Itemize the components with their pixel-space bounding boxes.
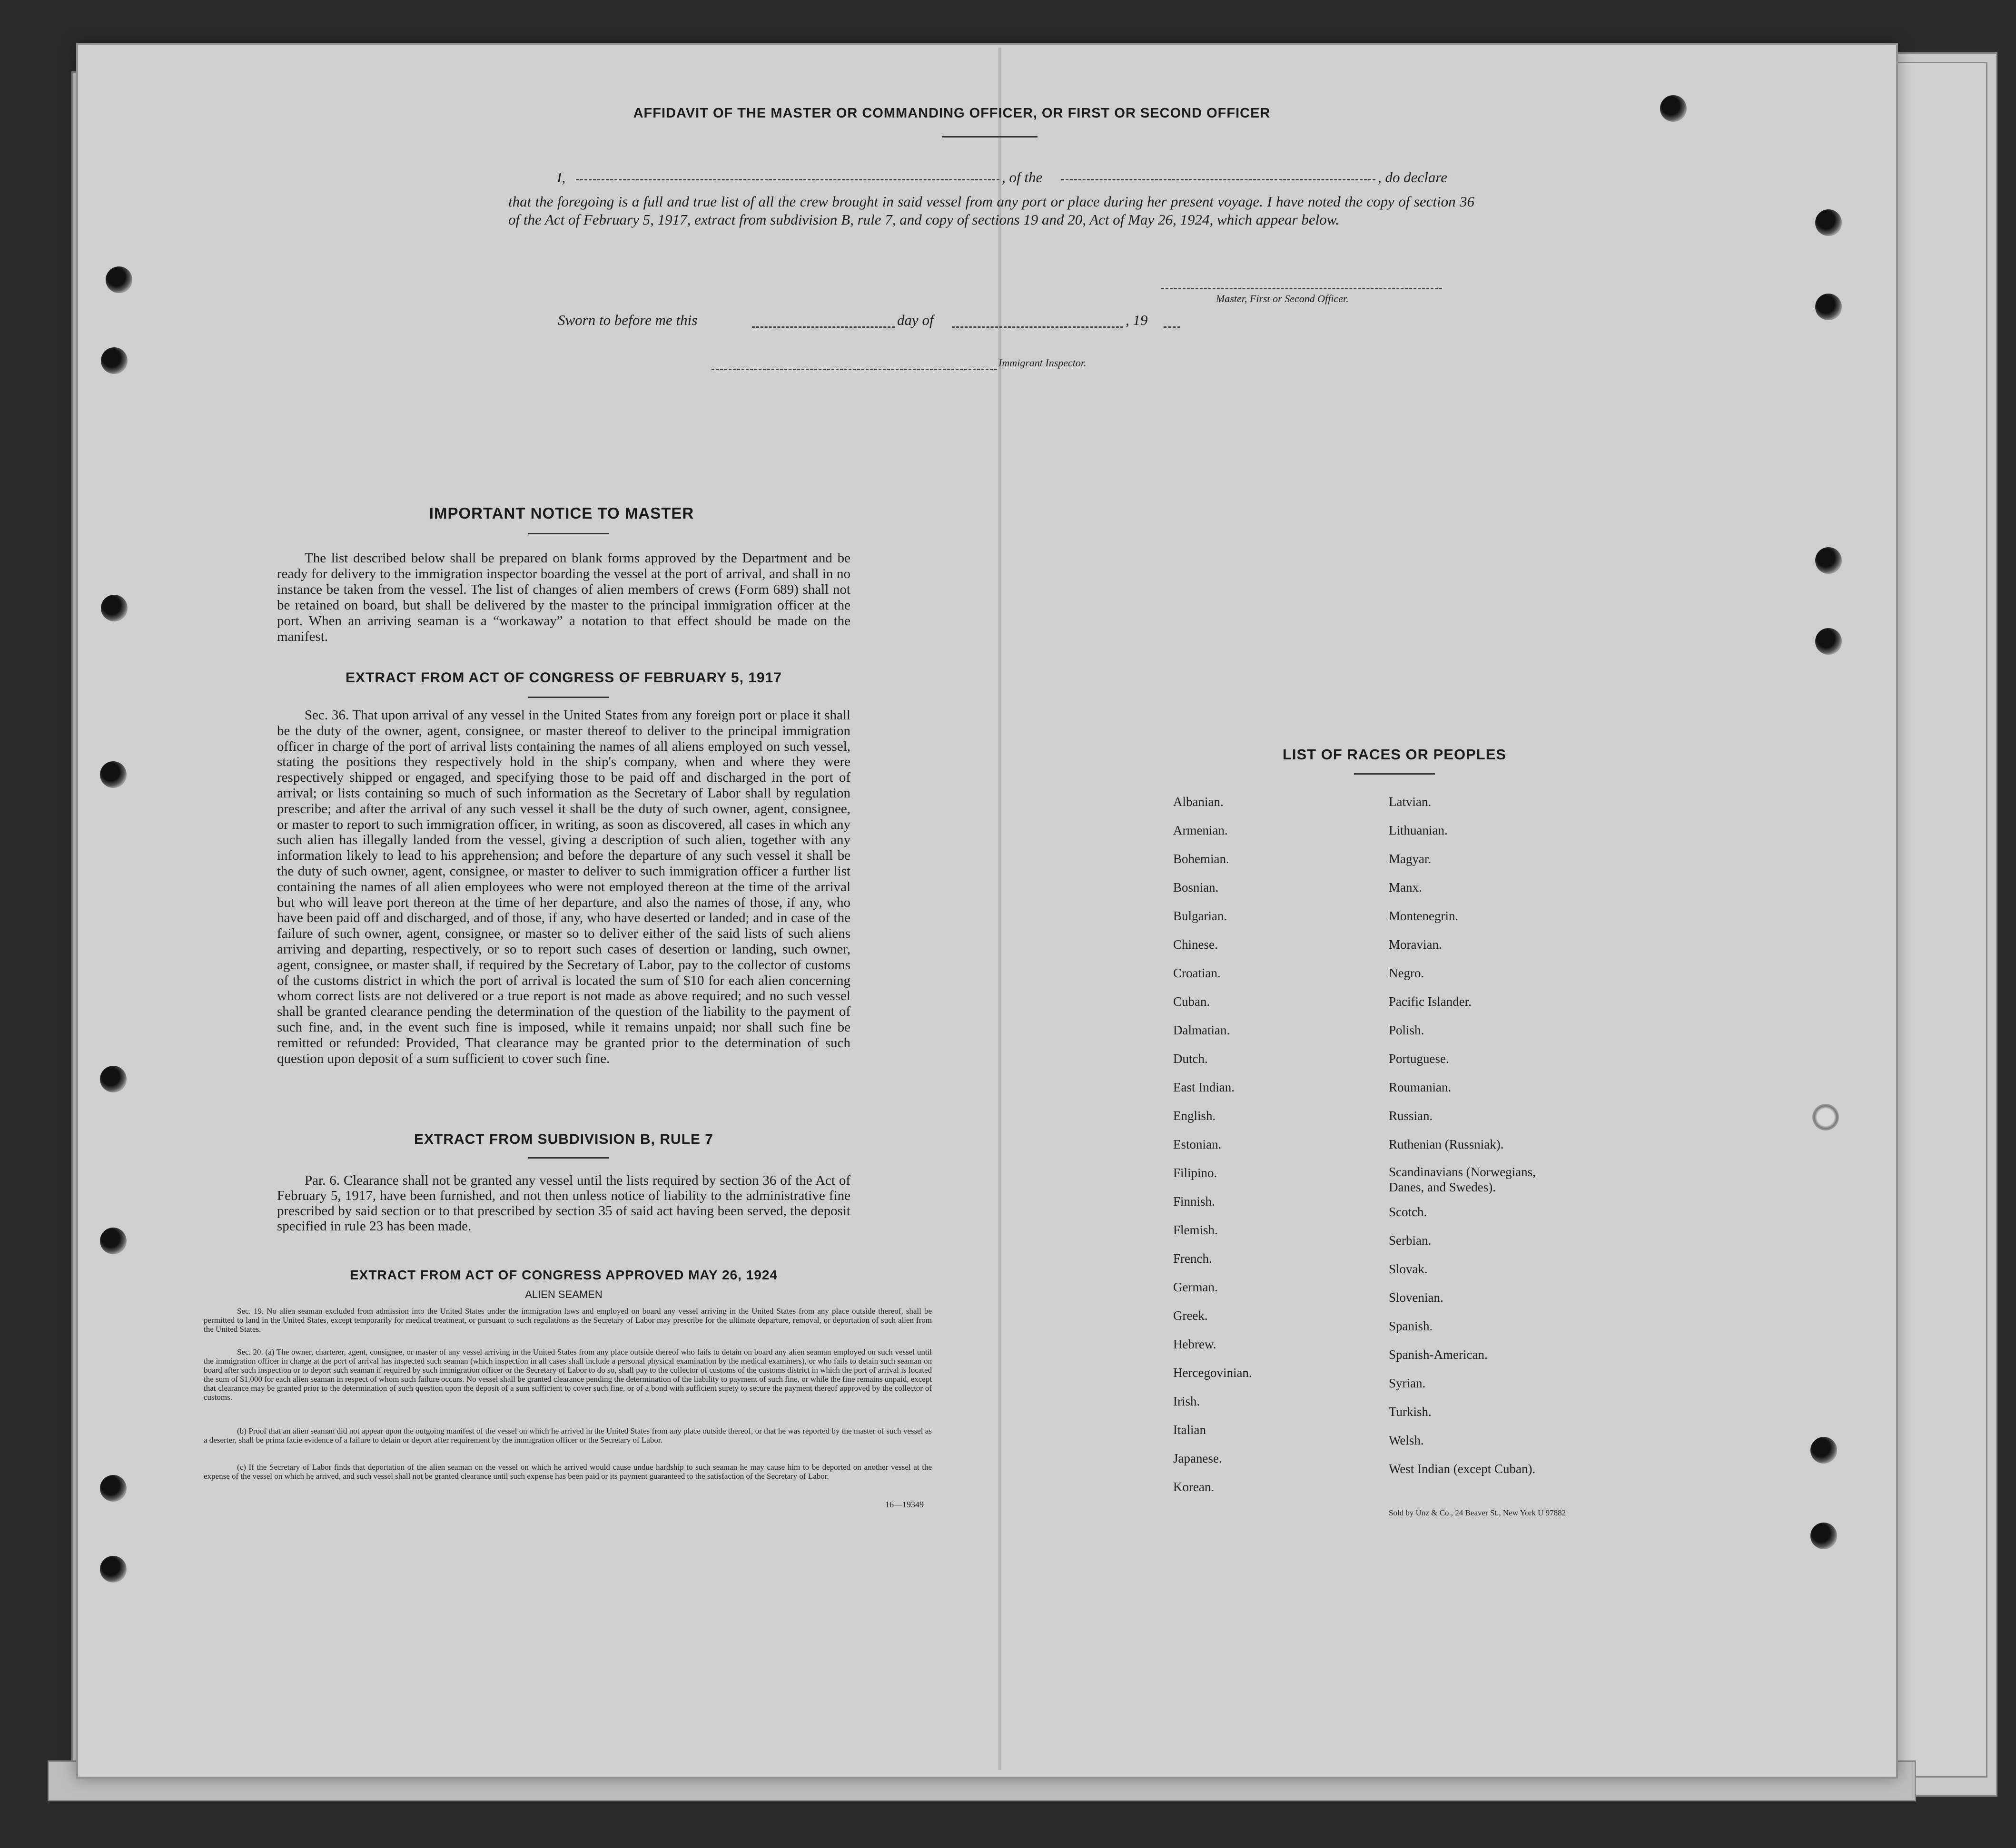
race-item: Roumanian. xyxy=(1389,1080,1452,1094)
punch-hole xyxy=(1815,294,1842,320)
race-item: Montenegrin. xyxy=(1389,909,1459,923)
race-item: Manx. xyxy=(1389,880,1422,895)
race-item: English. xyxy=(1173,1109,1216,1123)
punch-hole xyxy=(100,761,127,788)
race-item: Italian xyxy=(1173,1423,1206,1437)
race-item: Hebrew. xyxy=(1173,1337,1216,1351)
race-item: Spanish-American. xyxy=(1389,1347,1488,1362)
races-left-column xyxy=(1173,787,1252,1501)
punch-hole xyxy=(100,1475,127,1502)
race-item: Lithuanian. xyxy=(1389,823,1448,837)
act1924-sec20c: (c) If the Secretary of Labor finds that deportation of the alien seaman on the vessel on which he arrived would cause undue hardship to such seaman he may cause him to be deported on another vessel at the expense of the vessel on which he arrived, and such vessel shall not be granted clearance until such expense has been paid or its payment guaranteed to the satisfaction of the Secretary of Labor. xyxy=(204,1463,932,1481)
affidavit-title: AFFIDAVIT OF THE MASTER OR COMMANDING OFFICER, OR FIRST OR SECOND OFFICER xyxy=(633,106,1271,121)
race-item: French. xyxy=(1173,1251,1212,1266)
punch-hole xyxy=(1660,95,1687,122)
race-item: German. xyxy=(1173,1280,1218,1294)
race-item: Scotch. xyxy=(1389,1205,1427,1219)
act1924-sec20b: (b) Proof that an alien seaman did not appear upon the outgoing manifest of the vessel on which he arrived in the United States from any place outside thereof, or that he was reported by the master of such vessel as a deserter, shall be prima facie evidence of a failure to detain or deport after requirement by the immigration officer or the Secretary of Labor. xyxy=(204,1426,932,1445)
race-item: Latvian. xyxy=(1389,795,1432,809)
inspector-label: Immigrant Inspector. xyxy=(998,357,1087,369)
race-item: Croatian. xyxy=(1173,966,1221,980)
race-item: Greek. xyxy=(1173,1308,1208,1323)
punch-hole xyxy=(1810,1437,1837,1464)
name-blank[interactable] xyxy=(576,179,999,180)
rule7-title: EXTRACT FROM SUBDIVISION B, RULE 7 xyxy=(414,1131,714,1147)
vessel-blank[interactable] xyxy=(1061,179,1375,180)
race-item: Russian. xyxy=(1389,1109,1433,1123)
master-label: Master, First or Second Officer. xyxy=(1216,293,1349,305)
race-item: Dalmatian. xyxy=(1173,1023,1230,1037)
rule7-text: Par. 6. Clearance shall not be granted any vessel until the lists required by section 36 of the Act of February 5, 1917, have been furnished, and not then unless notice of liability to the administrative fine prescribed by said section or to that prescribed by section 35 of said act having been served, the deposit specified in rule 23 has been made. xyxy=(277,1173,850,1234)
act1924-subtitle: ALIEN SEAMEN xyxy=(525,1288,603,1300)
punch-hole xyxy=(1815,209,1842,236)
master-signature-line[interactable] xyxy=(1161,288,1442,289)
race-item: Syrian. xyxy=(1389,1376,1426,1390)
notice-title: IMPORTANT NOTICE TO MASTER xyxy=(429,504,694,522)
of-the-label: , of the xyxy=(1002,169,1043,186)
races-right-column xyxy=(1389,787,1536,1483)
punch-hole xyxy=(1810,1523,1837,1549)
race-item: Estonian. xyxy=(1173,1137,1222,1151)
inspector-signature-line[interactable] xyxy=(712,369,997,370)
day-of-label: day of xyxy=(897,312,934,328)
race-item: Albanian. xyxy=(1173,795,1224,809)
race-item: Korean. xyxy=(1173,1480,1215,1494)
race-item: Japanese. xyxy=(1173,1451,1222,1465)
race-item: Spanish. xyxy=(1389,1319,1433,1333)
race-item: Negro. xyxy=(1389,966,1424,980)
act1917-text: Sec. 36. That upon arrival of any vessel in the United States from any foreign port or place it shall be the duty of the owner, agent, consignee, or master thereof to deliver to the principal immigration officer in charge of the port of arrival lists containing the names of all aliens employed on such vessel, stating the positions they respectively hold in the ship's company, when and where they were respectively shipped or engaged, and specifying those to be paid off and discharged in the port of arrival; or lists containing so much of such information as the Secretary of Labor shall by regulation prescribe; and after the arrival of any such vessel it shall be the duty of such owner, agent, consignee, or master to report to such immigration officer, in writing, as soon as discovered, all cases in which any such alien has illegally landed from the vessel, giving a description of such alien, together with any information likely to lead to his apprehension; and before the departure of any such vessel it shall be the duty of such owner, agent, consignee, or master to deliver to such immigration officer a further list containing the names of all alien employees who were not employed thereon at the time of the arrival but who will leave port thereon at the time of her departure, and also the names of those, if any, who have been paid off and discharged, and of those, if any, who have deserted or landed; and in case of the failure of such owner, agent, consignee, or master so to deliver either of the said lists of such aliens arriving and departing, respectively, or so to report such cases of desertion or landing, such owner, agent, consignee, or master shall, if required by the Secretary of Labor, pay to the collector of customs of the customs district in which the port of arrival is located the sum of $10 for each alien concerning whom correct lists are not delivered or a true report is not made as above required; and no such vessel shall be granted clearance pending the determination of the question of the liability to the payment of such fine, and, in the event such fine is imposed, while it remains unpaid; nor shall such fine be remitted or refunded: Provided, That clearance may be granted prior to the determination of such question upon deposit of a sum sufficient to cover such fine. xyxy=(277,708,850,1066)
race-item: East Indian. xyxy=(1173,1080,1235,1094)
rule7-rule xyxy=(528,1157,609,1159)
act1924-title: EXTRACT FROM ACT OF CONGRESS APPROVED MAY 26, 1924 xyxy=(350,1268,778,1282)
race-item: Turkish. xyxy=(1389,1405,1432,1419)
punch-hole xyxy=(100,1556,127,1583)
race-item: Chinese. xyxy=(1173,937,1218,952)
race-item: Polish. xyxy=(1389,1023,1424,1037)
punch-hole xyxy=(101,347,128,374)
race-item: Flemish. xyxy=(1173,1223,1218,1237)
race-item: Moravian. xyxy=(1389,937,1442,952)
punch-hole xyxy=(1815,628,1842,655)
sworn-month-blank[interactable] xyxy=(952,326,1123,328)
sworn-label: Sworn to before me this xyxy=(558,312,698,328)
declaration-text: that the foregoing is a full and true list of all the crew brought in said vessel from any port or place during her present voyage. I have noted the copy of section 36 of the Act of February 5, 1917, extract from subdivision B, rule 7, and copy of sections 19 and 20, Act of May 26, 1924, which appear below. xyxy=(508,193,1474,228)
race-item: Irish. xyxy=(1173,1394,1200,1408)
act1924-sec19: Sec. 19. No alien seaman excluded from admission into the United States under the immigration laws and employed on board any vessel arriving in the United States from any place outside thereof, shall be permitted to land in the United States, except temporarily for medical treatment, or pursuant to such regulations as the Secretary of Labor may prescribe for the ultimate departure, removal, or deportation of such alien from the United States. xyxy=(204,1307,932,1334)
race-item: Slovak. xyxy=(1389,1262,1428,1276)
race-item: Finnish. xyxy=(1173,1194,1215,1209)
i-label: I, xyxy=(557,169,566,186)
race-item: Magyar. xyxy=(1389,852,1432,866)
race-item: Bosnian. xyxy=(1173,880,1219,895)
races-title: LIST OF RACES OR PEOPLES xyxy=(1282,746,1507,763)
race-item: Bohemian. xyxy=(1173,852,1229,866)
punch-hole xyxy=(101,595,128,621)
act1917-title: EXTRACT FROM ACT OF CONGRESS OF FEBRUARY 5, 1917 xyxy=(346,670,782,686)
act1917-rule xyxy=(528,697,609,698)
race-item: Portuguese. xyxy=(1389,1052,1449,1066)
notice-rule xyxy=(528,533,609,534)
race-item: Serbian. xyxy=(1389,1233,1432,1248)
form-number: 16—19349 xyxy=(885,1500,924,1509)
year-label: , 19 xyxy=(1126,312,1148,328)
race-item: Filipino. xyxy=(1173,1166,1217,1180)
do-declare-label: , do declare xyxy=(1378,169,1448,186)
races-rule xyxy=(1354,773,1435,775)
punch-hole xyxy=(1812,1104,1839,1130)
race-item: Cuban. xyxy=(1173,994,1210,1009)
sworn-day-blank[interactable] xyxy=(752,326,895,328)
title-rule xyxy=(942,136,1038,138)
race-item: West Indian (except Cuban). xyxy=(1389,1462,1536,1476)
punch-hole xyxy=(100,1066,127,1092)
sworn-year-blank[interactable] xyxy=(1164,326,1180,328)
page-fold xyxy=(998,48,1001,1770)
race-item: Bulgarian. xyxy=(1173,909,1227,923)
notice-text: The list described below shall be prepared on blank forms approved by the Department and be ready for delivery to the immigration inspector boarding the vessel at the port of arrival, and shall in no instance be taken from the vessel. The list of changes of alien members of crews (Form 689) shall not be retained on board, but shall be delivered by the master to the principal immigration officer at the port. When an arriving seaman is a “workaway” a notation to that effect should be made on the manifest. xyxy=(277,550,850,644)
race-item: Ruthenian (Russniak). xyxy=(1389,1137,1504,1151)
race-item: Welsh. xyxy=(1389,1433,1424,1447)
race-item: Pacific Islander. xyxy=(1389,994,1472,1009)
race-item: Hercegovinian. xyxy=(1173,1366,1252,1380)
act1924-sec20a: Sec. 20. (a) The owner, charterer, agent, consignee, or master of any vessel arriving in the United States from any place outside thereof who fails to detain on board any alien seaman employed on such vessel until the immigration officer in charge at the port of arrival has inspected such seaman (which inspection in all cases shall include a personal physical examination by the medical examiners), or who fails to detain such seaman on board after such inspection or to deport such seaman if required by such immigration officer or the Secretary of Labor to do so, shall pay to the collector of customs of the customs district in which the port of arrival is located the sum of $1,000 for each alien seaman in respect of whom such failure occurs. No vessel shall be granted clearance pending the determination of the liability to payment of such fine, or while the fine remains unpaid, except that clearance may be granted prior to the determination of such question upon the deposit of a sum sufficient to cover such fine, or of a bond with sufficient surety to secure the payment thereof approved by the collector of customs. xyxy=(204,1347,932,1402)
race-item: Slovenian. xyxy=(1389,1290,1443,1305)
printer-imprint: Sold by Unz & Co., 24 Beaver St., New York U 97882 xyxy=(1389,1508,1566,1517)
punch-hole xyxy=(1815,547,1842,574)
punch-hole xyxy=(106,266,132,293)
race-item: Scandinavians (Norwegians, Danes, and Swedes). xyxy=(1389,1165,1536,1194)
race-item: Dutch. xyxy=(1173,1052,1208,1066)
punch-hole xyxy=(100,1228,127,1254)
race-item: Armenian. xyxy=(1173,823,1228,837)
